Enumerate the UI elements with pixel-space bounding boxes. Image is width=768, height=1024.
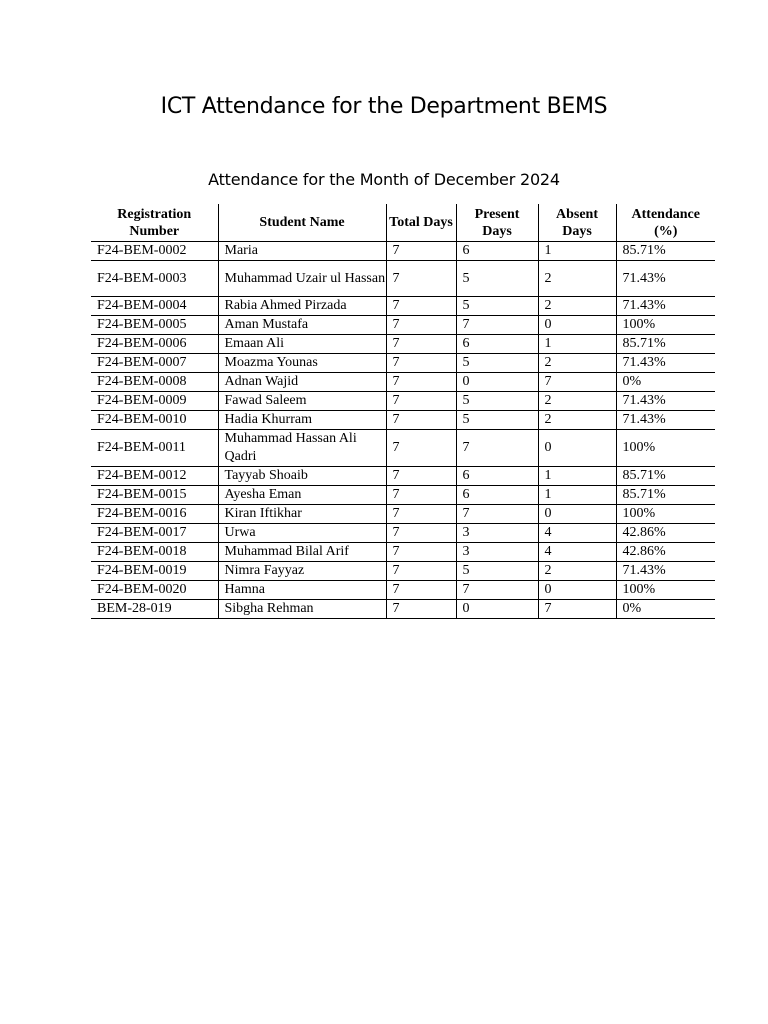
present-days-cell: 0 bbox=[456, 600, 538, 619]
absent-days-cell: 0 bbox=[538, 316, 616, 335]
total-days-cell: 7 bbox=[386, 581, 456, 600]
total-days-cell: 7 bbox=[386, 335, 456, 354]
student-name-cell: Kiran Iftikhar bbox=[218, 505, 386, 524]
present-days-cell: 3 bbox=[456, 543, 538, 562]
table-row bbox=[91, 354, 715, 373]
attendance-percent-cell: 100% bbox=[616, 505, 715, 524]
absent-days-cell: 1 bbox=[538, 242, 616, 261]
registration-number-cell: F24-BEM-0009 bbox=[91, 392, 218, 411]
attendance-percent-cell: 85.71% bbox=[616, 242, 715, 261]
total-days-cell: 7 bbox=[386, 297, 456, 316]
total-days-cell: 7 bbox=[386, 261, 456, 297]
table-row bbox=[91, 581, 715, 600]
student-name-cell: Sibgha Rehman bbox=[218, 600, 386, 619]
attendance-percent-cell: 100% bbox=[616, 316, 715, 335]
absent-days-cell: 2 bbox=[538, 354, 616, 373]
registration-number-cell: F24-BEM-0019 bbox=[91, 562, 218, 581]
student-name-cell: Nimra Fayyaz bbox=[218, 562, 386, 581]
present-days-cell: 7 bbox=[456, 430, 538, 467]
student-name-cell: Moazma Younas bbox=[218, 354, 386, 373]
document-title: ICT Attendance for the Department BEMS bbox=[160, 94, 608, 119]
present-days-cell: 7 bbox=[456, 581, 538, 600]
present-days-cell: 5 bbox=[456, 261, 538, 297]
present-days-cell: 7 bbox=[456, 316, 538, 335]
present-days-cell: 5 bbox=[456, 392, 538, 411]
total-days-cell: 7 bbox=[386, 430, 456, 467]
student-name-cell: Hadia Khurram bbox=[218, 411, 386, 430]
present-days-cell: 3 bbox=[456, 524, 538, 543]
table-row bbox=[91, 486, 715, 505]
absent-days-cell: 7 bbox=[538, 600, 616, 619]
total-days-cell: 7 bbox=[386, 524, 456, 543]
table-row bbox=[91, 392, 715, 411]
student-name-cell: Muhammad Hassan Ali Qadri bbox=[218, 430, 386, 467]
registration-number-cell: F24-BEM-0004 bbox=[91, 297, 218, 316]
present-days-cell: 6 bbox=[456, 242, 538, 261]
total-days-cell: 7 bbox=[386, 242, 456, 261]
table-row bbox=[91, 562, 715, 581]
registration-number-cell: F24-BEM-0007 bbox=[91, 354, 218, 373]
present-days-cell: 5 bbox=[456, 562, 538, 581]
registration-number-cell: F24-BEM-0002 bbox=[91, 242, 218, 261]
attendance-percent-cell: 71.43% bbox=[616, 562, 715, 581]
total-days-cell: 7 bbox=[386, 316, 456, 335]
absent-days-cell: 2 bbox=[538, 261, 616, 297]
present-days-cell: 6 bbox=[456, 467, 538, 486]
table-row bbox=[91, 373, 715, 392]
header-present-days: Present Days bbox=[456, 204, 538, 242]
student-name-cell: Muhammad Uzair ul Hassan bbox=[218, 261, 386, 297]
total-days-cell: 7 bbox=[386, 411, 456, 430]
attendance-percent-cell: 71.43% bbox=[616, 411, 715, 430]
registration-number-cell: F24-BEM-0010 bbox=[91, 411, 218, 430]
header-attendance-percent: Attendance (%) bbox=[616, 204, 715, 242]
table-row bbox=[91, 335, 715, 354]
registration-number-cell: F24-BEM-0003 bbox=[91, 261, 218, 297]
registration-number-cell: F24-BEM-0020 bbox=[91, 581, 218, 600]
student-name-cell: Emaan Ali bbox=[218, 335, 386, 354]
registration-number-cell: F24-BEM-0016 bbox=[91, 505, 218, 524]
absent-days-cell: 2 bbox=[538, 392, 616, 411]
student-name-cell: Aman Mustafa bbox=[218, 316, 386, 335]
registration-number-cell: F24-BEM-0015 bbox=[91, 486, 218, 505]
registration-number-cell: BEM-28-019 bbox=[91, 600, 218, 619]
header-student-name: Student Name bbox=[218, 204, 386, 242]
absent-days-cell: 4 bbox=[538, 543, 616, 562]
student-name-cell: Hamna bbox=[218, 581, 386, 600]
absent-days-cell: 7 bbox=[538, 373, 616, 392]
attendance-percent-cell: 85.71% bbox=[616, 335, 715, 354]
attendance-percent-cell: 0% bbox=[616, 373, 715, 392]
attendance-percent-cell: 71.43% bbox=[616, 297, 715, 316]
present-days-cell: 7 bbox=[456, 505, 538, 524]
present-days-cell: 5 bbox=[456, 354, 538, 373]
total-days-cell: 7 bbox=[386, 600, 456, 619]
student-name-cell: Maria bbox=[218, 242, 386, 261]
table-row bbox=[91, 261, 715, 297]
table-row bbox=[91, 242, 715, 261]
table-body bbox=[91, 242, 715, 619]
student-name-cell: Adnan Wajid bbox=[218, 373, 386, 392]
present-days-cell: 6 bbox=[456, 486, 538, 505]
student-name-cell: Tayyab Shoaib bbox=[218, 467, 386, 486]
header-registration-number: Registration Number bbox=[91, 204, 218, 242]
table-row bbox=[91, 316, 715, 335]
student-name-cell: Fawad Saleem bbox=[218, 392, 386, 411]
total-days-cell: 7 bbox=[386, 373, 456, 392]
attendance-percent-cell: 71.43% bbox=[616, 354, 715, 373]
registration-number-cell: F24-BEM-0011 bbox=[91, 430, 218, 467]
table-row bbox=[91, 505, 715, 524]
document-subtitle: Attendance for the Month of December 2024 bbox=[208, 170, 560, 189]
total-days-cell: 7 bbox=[386, 505, 456, 524]
table-row bbox=[91, 543, 715, 562]
student-name-cell: Ayesha Eman bbox=[218, 486, 386, 505]
total-days-cell: 7 bbox=[386, 467, 456, 486]
absent-days-cell: 1 bbox=[538, 335, 616, 354]
total-days-cell: 7 bbox=[386, 562, 456, 581]
absent-days-cell: 0 bbox=[538, 505, 616, 524]
present-days-cell: 0 bbox=[456, 373, 538, 392]
total-days-cell: 7 bbox=[386, 392, 456, 411]
attendance-percent-cell: 85.71% bbox=[616, 486, 715, 505]
total-days-cell: 7 bbox=[386, 486, 456, 505]
absent-days-cell: 2 bbox=[538, 411, 616, 430]
table-row bbox=[91, 524, 715, 543]
absent-days-cell: 0 bbox=[538, 430, 616, 467]
registration-number-cell: F24-BEM-0005 bbox=[91, 316, 218, 335]
absent-days-cell: 1 bbox=[538, 467, 616, 486]
table-row bbox=[91, 411, 715, 430]
absent-days-cell: 0 bbox=[538, 581, 616, 600]
registration-number-cell: F24-BEM-0018 bbox=[91, 543, 218, 562]
student-name-cell: Urwa bbox=[218, 524, 386, 543]
table-header-row bbox=[91, 204, 715, 242]
attendance-percent-cell: 100% bbox=[616, 430, 715, 467]
attendance-percent-cell: 71.43% bbox=[616, 392, 715, 411]
registration-number-cell: F24-BEM-0008 bbox=[91, 373, 218, 392]
table-row bbox=[91, 297, 715, 316]
student-name-cell: Rabia Ahmed Pirzada bbox=[218, 297, 386, 316]
student-name-cell: Muhammad Bilal Arif bbox=[218, 543, 386, 562]
total-days-cell: 7 bbox=[386, 543, 456, 562]
table-row bbox=[91, 430, 715, 467]
attendance-percent-cell: 42.86% bbox=[616, 543, 715, 562]
total-days-cell: 7 bbox=[386, 354, 456, 373]
attendance-percent-cell: 71.43% bbox=[616, 261, 715, 297]
header-total-days: Total Days bbox=[386, 204, 456, 242]
header-absent-days: Absent Days bbox=[538, 204, 616, 242]
attendance-percent-cell: 85.71% bbox=[616, 467, 715, 486]
attendance-table bbox=[91, 204, 715, 619]
absent-days-cell: 4 bbox=[538, 524, 616, 543]
absent-days-cell: 2 bbox=[538, 562, 616, 581]
registration-number-cell: F24-BEM-0012 bbox=[91, 467, 218, 486]
absent-days-cell: 2 bbox=[538, 297, 616, 316]
present-days-cell: 6 bbox=[456, 335, 538, 354]
registration-number-cell: F24-BEM-0017 bbox=[91, 524, 218, 543]
present-days-cell: 5 bbox=[456, 411, 538, 430]
registration-number-cell: F24-BEM-0006 bbox=[91, 335, 218, 354]
present-days-cell: 5 bbox=[456, 297, 538, 316]
attendance-percent-cell: 42.86% bbox=[616, 524, 715, 543]
attendance-percent-cell: 0% bbox=[616, 600, 715, 619]
table-row bbox=[91, 467, 715, 486]
absent-days-cell: 1 bbox=[538, 486, 616, 505]
table-row bbox=[91, 600, 715, 619]
attendance-percent-cell: 100% bbox=[616, 581, 715, 600]
